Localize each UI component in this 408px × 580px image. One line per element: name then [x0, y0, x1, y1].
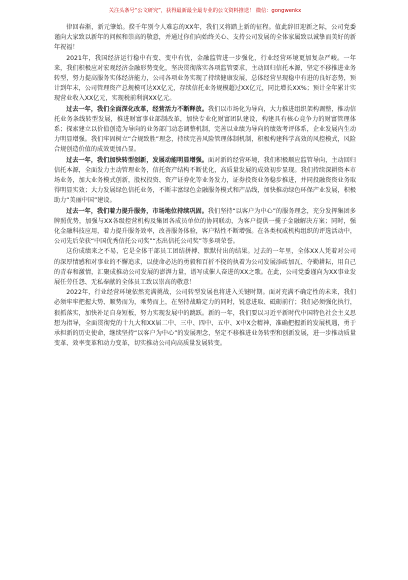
paragraph-text: 律回春渐，新元肇始。揆千年别令人难忘的XX年，我们又将踏上新的征程。值此辞旧迎新之际，公司党委谨向大家致以新年的问候和崇高的敬意，并通过你们向始终关心、支持公司发展的全体家属致以诚挚而美好的新年祝福！: [54, 24, 356, 52]
paragraph-review-2021: [54, 54, 356, 105]
paragraph-text: 2022年，行业经营环境依然充满挑战，公司转型发展也将进入关键时期。面对充满不确定性的未来，我们必须牢牢把握大势、顺势而为，乘势而上，在坚持战略定力的同时，锐意进取、砥砺前行；我们必须强化执行，狠抓落实，加快补足自身短板，努力实现发展中的跳跃。新的一年，我们要以习近平新时代中国特色社会主义思想为指导，全面贯彻党的十九大和XX届二中、三中、四中、五中、X中X会精神，准确把握新的发展机遇，勇于承担新的历史使命，继续坚持“以客户为中心”的发展理念，坚定不移推进业务转型和创新发展，进一步推动质量变革、效率变革和动力变革，切实推动公司向高质量发展转变。: [54, 289, 356, 348]
paragraph-text: 这份成绩来之不易，它是全体干部员工团结拼搏、默默付出的结果。过去的一年里，全体XX人凭着对公司的深厚情感和对事业的不懈追求，以使命必达的勇毅和百折不挠的执着为公司发展添砖加瓦、夺勤耕耘，用自己的青春和激情，汇聚成推动公司发展的澎湃力量，谱写成催人奋进的XX之歌。在此，公司党委谨向为XX事业发展任劳任怨、无私奉献的全体员工致以崇高的敬意！: [54, 248, 356, 287]
paragraph-lead: 过去一年，我们加快转型创新，发展动能明显增强。: [66, 156, 209, 164]
paragraph-text: 面对新的经营环境，我们积极顺应监管导向，主动回归信托本源，全面发力主动管理业务，信托资产结构不断优化，高质量发展的成效初步显现。我们持续深耕资本市场业务，加大业务模式创新，股权投资、资产证券化等业务发力，证券投资业务稳步推进，并同投融资资业务取得明显实效；大力发展绿色信托业务，不断丰富绿色金融服务模式和产品线，加快推动绿色环保产业发展，积极助力“美丽中国”建设。: [54, 156, 357, 205]
paragraph-text: 2021年，我国经济运行稳中有变、变中有忧，金融监管进一步强化，行业经营环境更加复杂严峻。一年来，我们积极应对宏观经济金融形势变化，坚决贯彻落实各项监管要求，主动回归信托本源，坚定不移推进业务转型，努力提高服务实体经济能力，公司各项业务实现了持续健康发展，总体经营呈现稳中有进的良好态势，预计到年末，公司管理资产总规模可达XX亿元，存续信托业务规模超过XX亿元，同比增长XX%；预计全年累计实现营业收入XX亿元，实现税前利润XX亿元。: [54, 54, 356, 103]
paragraph-gratitude: [54, 247, 356, 288]
paragraph-text: 我们坚持“以客户为中心”的服务理念，充分发挥集团多牌照优势，加强与XX各级控营机构及集团各成员单位的协同联动，为客户提供一揽子金融解决方案；同时，强化金融科技应用，着力提升服务效率，改善服务体验，客户粘性不断增强。在各类权威机构组织的评选活动中，公司先后荣获“中国优秀信托公司奖”“杰出信托公司奖”等多项荣誉。: [54, 207, 356, 246]
paragraph-outlook-2022: [54, 288, 356, 349]
paragraph-lead: 过去一年，我们着力提升服务，市场地位持续巩固。: [66, 207, 208, 215]
promo-banner: 关注头条号“公文研究”，获得最新最全最专业的公文资料推送！ 微信：gongwenkx: [108, 8, 302, 14]
paragraph-service: [54, 207, 356, 248]
paragraph-reform: [54, 105, 356, 156]
paragraph-text: 我们以市场化为导向，大力推进组织架构调整，推动信托业务条线转型发展，推进财富事业部制改革，加快专业化财富团队建设，构建具有核心竞争力的财富管理体系；探索建立以价值创造为导向的业务部门动态调整机制，完善以业绩为导向的绩效考评体系，企业发展内生动力明显增强。我们牢固树立“合规致胜”理念，持续完善风险管理体制机制，积极构建科学高效的风控模式，风险合规创造价值的成效更加凸显。: [54, 105, 357, 154]
paragraph-transformation: [54, 156, 356, 207]
paragraph-lead: 过去一年，我们全面深化改革，经营活力不断释放。: [66, 105, 209, 113]
paragraph-intro: [54, 23, 356, 54]
